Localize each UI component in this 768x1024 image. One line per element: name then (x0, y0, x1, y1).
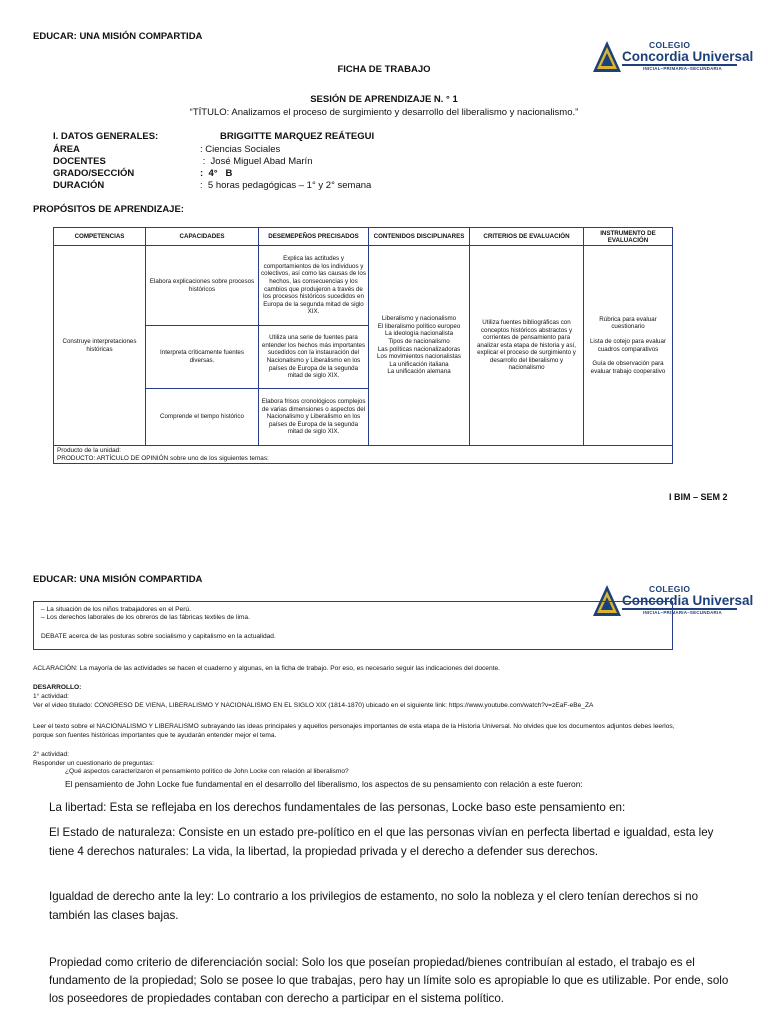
page-header: EDUCAR: UNA MISIÓN COMPARTIDA (33, 574, 203, 585)
instrumento-item: Rúbrica para evaluar cuestionario (599, 315, 657, 331)
area-label: ÁREA (53, 144, 80, 155)
grado-label: GRADO/SECCIÓN (53, 168, 135, 179)
docentes-value: : José Miguel Abad Marín (200, 156, 313, 167)
topic-item: – Los derechos laborales de los obreros de las fábricas textiles de lima. (41, 614, 250, 621)
docentes-label: DOCENTES (53, 156, 106, 167)
propositos-table (53, 227, 673, 464)
desempeno-cell: Explica las actitudes y comportamientos de los individuos y colectivos, así como las causas de los hechos, las consecuencias y los cambios que produjeron a través de los procesos históricos sucedidos en Europa de la segunda mitad de siglo XIX. (259, 246, 369, 326)
leer-text-line1: Leer el texto sobre el NACIONALISMO Y LIBERALISMO subrayando las ideas principales y aquellos personajes importantes de esta etapa de la Historia Universal. No olvides que los documentos adjuntos debes leerlos, (33, 723, 675, 730)
instrumento-item: Guía de observación para evaluar trabajo cooperativo (590, 360, 666, 375)
capacidad-cell: Comprende el tiempo histórico (146, 389, 259, 446)
logo-line3: INICIAL–PRIMARIA–SECUNDARIA (643, 66, 722, 71)
answer-intro: El pensamiento de John Locke fue fundamental en el desarrollo del liberalismo, los aspectos de su pensamiento con relación a este fueron: (65, 779, 583, 789)
activity1-label: 1° actividad: (33, 693, 69, 700)
contenido-item: La unificación alemana (387, 368, 451, 376)
logo-line2: Concordia Universal (622, 593, 754, 608)
contenido-item: La ideología nacionalista (384, 330, 454, 338)
titulo-text: Analizamos el proceso de surgimiento y desarrollo del liberalismo y nacionalismo.” (231, 107, 579, 118)
capacidad-cell: Interpreta críticamente fuentes diversas. (146, 326, 259, 389)
answer-paragraph-estado-line1: El Estado de naturaleza: Consiste en un estado pre-político en el que las personas vivían en perfecta libertad e igualdad, esta ley (49, 826, 714, 839)
aclaracion-text: ACLARACIÓN: La mayoría de las actividades se hacen el cuaderno y algunas, en la ficha de trabajo. Por eso, es necesario seguir las indicaciones del docente. (33, 665, 500, 672)
contenido-item: La unificación italiana (389, 360, 449, 368)
producto-row (54, 446, 673, 464)
contenido-item: Liberalismo y nacionalismo (381, 315, 457, 323)
col-header: COMPETENCIAS (54, 228, 146, 246)
page-header: EDUCAR: UNA MISIÓN COMPARTIDA (33, 31, 203, 42)
table-header-row (54, 228, 673, 246)
contenido-item: Las políticas nacionalizadoras (377, 345, 461, 353)
topics-box (33, 601, 673, 650)
competencia-cell: Construye interpretaciones históricas (54, 246, 146, 446)
col-header: DESEMEPEÑOS PRECISADOS (259, 228, 369, 246)
student-name: BRIGGITTE MARQUEZ REÁTEGUI (220, 131, 375, 142)
instrumentos-cell (584, 246, 673, 446)
debate-item: DEBATE acerca de las posturas sobre socialismo y capitalismo en la actualidad. (41, 633, 276, 640)
duracion-label: DURACIÓN (53, 180, 105, 191)
answer-paragraph-propiedad-line2: fundamento de la propiedad; Solo se posee lo que trabajas, pero hay un límite solo es apropiable lo que es utilizable. Por ende, solo (49, 974, 729, 987)
session-title: SESIÓN DE APRENDIZAJE N. ° 1 (310, 94, 458, 105)
contenido-item: Tipos de nacionalismo (388, 337, 450, 345)
producto-cell (54, 446, 673, 464)
logo-line2: Concordia Universal (622, 49, 754, 64)
col-header: CRITERIOS DE EVALUACIÓN (470, 228, 584, 246)
grado-value: : 4° B (200, 168, 233, 179)
desempeno-cell: Elabora frisos cronológicos complejos de varias dimensiones o aspectos del Nacionalismo y Liberalismo en los países de Europa de la segunda mitad de siglo XIX. (259, 389, 369, 446)
answer-paragraph-propiedad-line1: Propiedad como criterio de diferenciación social: Solo los que poseían propiedad/bienes contribuían al estado, el trabajo es el (49, 956, 695, 969)
contenidos-cell (369, 246, 470, 446)
producto-text: PRODUCTO: ARTÍCULO DE OPINIÓN sobre uno de los siguientes temas: (57, 454, 269, 462)
answer-paragraph-propiedad-line3: los poseedores de propiedades contaban con derecho a participar en el sistema político. (49, 992, 505, 1005)
session-subtitle (0, 107, 768, 118)
criterios-cell: Utiliza fuentes bibliográficas con conceptos históricos abstractos y corrientes de pensamiento para analizar esta etapa de historia y así, explicar el proceso de surgimiento y desarrollo del liberalismo y nacionalismo (470, 246, 584, 446)
activity2-label: 2° actividad: (33, 751, 69, 758)
instrumento-item: Lista de cotejo para evaluar cuadros comparativos (589, 337, 667, 353)
col-header: INSTRUMENTO DE EVALUACIÓN (584, 228, 673, 246)
logo-line1: COLEGIO (649, 40, 691, 50)
capacidad-cell: Elabora explicaciones sobre procesos históricos (146, 246, 259, 326)
producto-label: Producto de la unidad: (57, 447, 121, 454)
propositos-heading: PROPÓSITOS DE APRENDIZAJE: (33, 204, 184, 215)
contenido-item: El liberalismo político europeo (377, 322, 461, 330)
logo-line3: INICIAL–PRIMARIA–SECUNDARIA (643, 610, 722, 615)
area-value: : Ciencias Sociales (200, 144, 281, 155)
datos-generales-heading: I. DATOS GENERALES: (53, 131, 159, 142)
logo-line1: COLEGIO (649, 584, 691, 594)
answer-paragraph-igualdad-line1: Igualdad de derecho ante la ley: Lo contrario a los privilegios de estamento, no solo la nobleza y el clero tenían derechos si no (49, 890, 699, 903)
activity1-text: Ver el video titulado: CONGRESO DE VIENA, LIBERALISMO Y NACIONALISMO EN EL SIGLO XIX (1814-1870) ubicado en el siguiente link: https://www.youtube.com/watch?v=zEaF-eBe_ZA (33, 702, 594, 709)
titulo-prefix: “TÍTULO: (189, 107, 230, 118)
answer-paragraph-igualdad-line2: también las clases bajas. (49, 909, 179, 922)
ficha-title: FICHA DE TRABAJO (337, 64, 431, 75)
question-text: ¿Qué aspectos caracterizaron el pensamiento político de John Locke con relación al liberalismo? (65, 768, 349, 775)
leer-text-line2: porque son fuentes históricas importantes que te ayudarán entender mejor el tema. (33, 732, 277, 739)
desarrollo-heading: DESARROLLO: (33, 684, 82, 691)
answer-paragraph-libertad: La libertad: Esta se reflejaba en los derechos fundamentales de las personas, Locke baso este pensamiento en: (49, 801, 626, 814)
duracion-value: : 5 horas pedagógicas – 1° y 2° semana (200, 180, 372, 191)
col-header: CAPACIDADES (146, 228, 259, 246)
table-row (54, 246, 673, 326)
activity2-text: Responder un cuestionario de preguntas: (33, 760, 154, 767)
contenido-item: Los movimientos nacionalistas (377, 353, 461, 361)
col-header: CONTENIDOS DISCIPLINARES (369, 228, 470, 246)
topic-item: – La situación de los niños trabajadores en el Perú. (41, 606, 191, 613)
page-footer: I BIM – SEM 2 (669, 492, 728, 502)
answer-paragraph-estado-line2: tiene 4 derechos naturales: La vida, la libertad, la propiedad privada y el derecho a defender sus derechos. (49, 845, 599, 858)
desempeno-cell: Utiliza una serie de fuentes para entender los hechos más importantes sucedidos con la instauración del Nacionalismo y Liberalismo en los países de Europa de la segunda mitad de siglo XIX. (259, 326, 369, 389)
